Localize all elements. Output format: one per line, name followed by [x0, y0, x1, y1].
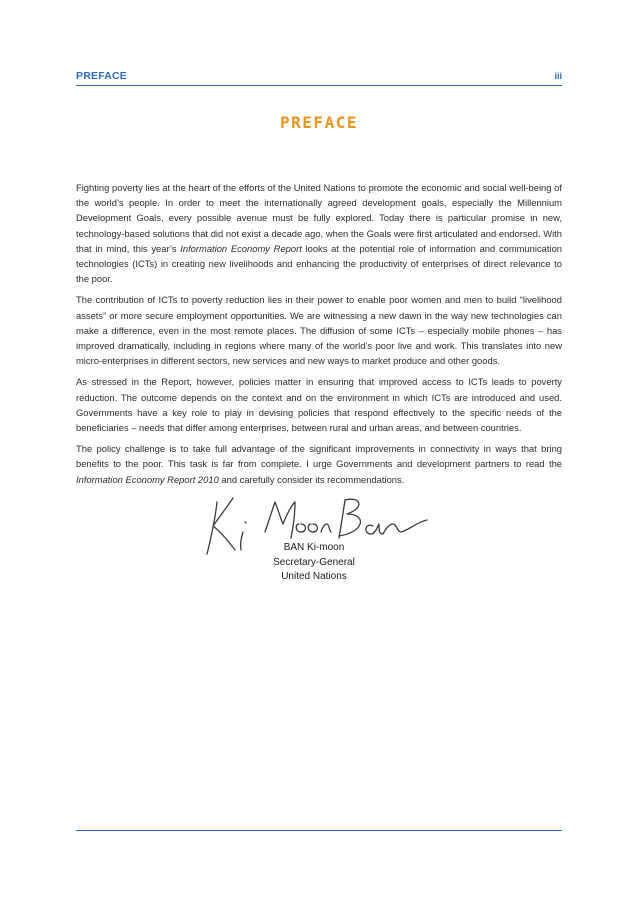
page-title: PREFACE	[280, 113, 358, 132]
paragraph-1	[76, 180, 562, 286]
signatory-organization: United Nations	[281, 571, 347, 582]
body-text	[76, 180, 562, 493]
paragraph-1-text-b: looks at the potential role of information and communication technologies (ICTs) in creating new livelihoods and enhancing the productivity of enterprises of direct relevance to the poor.	[76, 242, 562, 285]
running-head-section: PREFACE	[76, 70, 127, 82]
report-2010-title-italic: Information Economy Report 2010	[76, 473, 219, 485]
running-head	[76, 70, 562, 84]
report-title-italic: Information Economy Report	[180, 242, 302, 254]
signature-block	[258, 541, 370, 585]
paragraph-4-text-a: The policy challenge is to take full advantage of the significant improvements in connectivity in ways that bring benefits to the poor. This task is far from complete. I urge Governments and development partners to read the	[76, 443, 562, 470]
paragraph-1-text-a: Fighting poverty lies at the heart of the efforts of the United Nations to promote the economic and social well-being of the world’s people. In order to meet the internationally agreed development goals, especially the Millennium Development Goals, every possible avenue must be fully explored. Today there is particular promise in new, technology-based solutions that did not exist a decade ago, when the Goals were first articulated and endorsed. With that in mind, this year’s	[76, 182, 562, 254]
signatory-name: BAN Ki-moon	[283, 542, 345, 553]
paragraph-3: As stressed in the Report, however, policies matter in ensuring that improved access to ICTs leads to poverty reduction. The outcome depends on the context and on the environment in which ICTs are introduced and used. Governments have a key role to play in devising policies that respond effectively to the specific needs of the beneficiaries – needs that differ among enterprises, between rural and urban areas, and between countries.	[76, 376, 562, 434]
paragraph-4-text-b: and carefully consider its recommendations.	[218, 473, 405, 485]
footer-rule	[76, 830, 562, 831]
paragraph-2: The contribution of ICTs to poverty reduction lies in their power to enable poor women and men to build “livelihood assets” or more secure employment opportunities. We are witnessing a new dawn in the way new technologies can make a difference, even in the most remote places. The diffusion of some ICTs – especially mobile phones – has improved dramatically, including in regions where many of the world’s poor live and work. This translates into new micro-enterprises in different sectors, new services and new ways to market produce and other goods.	[76, 294, 562, 367]
header-rule	[76, 85, 562, 86]
page-number: iii	[554, 71, 562, 81]
signatory-position: Secretary-General	[273, 556, 355, 568]
